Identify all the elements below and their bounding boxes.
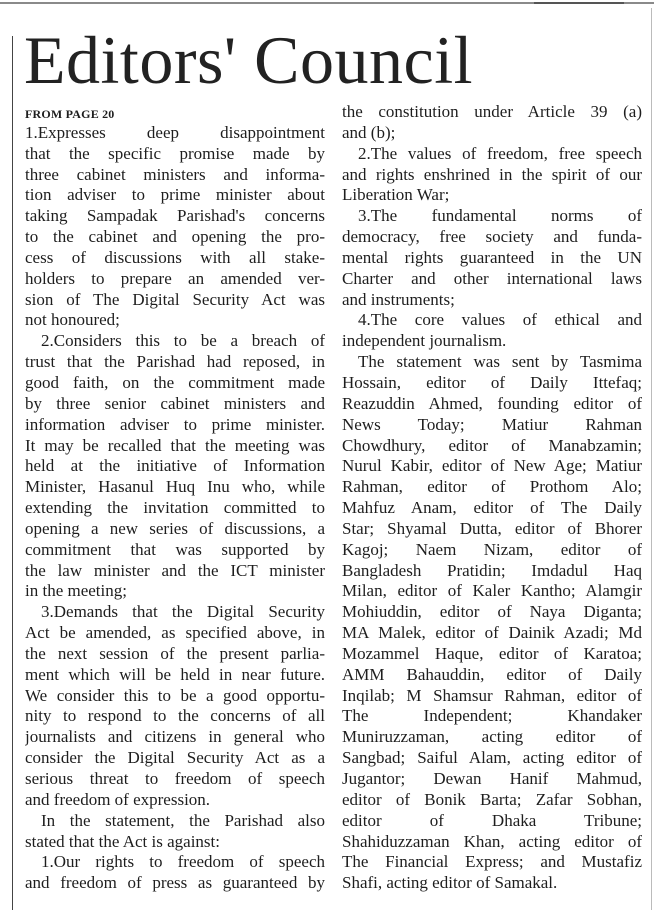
text-line: Shahiduzzaman Khan, acting editor of [342,831,642,851]
text-line: Mohiuddin, editor of Naya Diganta; [342,602,642,622]
text-line: The statement was sent by Tasmima [358,352,642,372]
text-line: ment which will be held in near future. [25,664,325,684]
text-line: Muniruzzaman, acting editor of [342,727,642,747]
text-line: 2.Considers this to be a breach of [41,331,325,351]
text-line: Bangladesh Pratidin; Imdadul Haq [342,560,642,580]
paragraph [25,331,325,602]
text-line: 3.The fundamental norms of [358,206,642,226]
text-line: good faith, on the commitment made [25,372,325,392]
paragraph [342,206,642,310]
text-line: The Independent; Khandaker [342,706,642,726]
continuation-kicker: FROM PAGE 20 [25,107,115,121]
text-line: Star; Shyamal Dutta, editor of Bhorer [342,518,642,538]
text-line: Nurul Kabir, editor of New Age; Matiur [342,456,642,476]
text-line: News Today; Matiur Rahman [342,414,642,434]
paragraph [342,310,642,352]
text-line: taking Sampadak Parishad's concerns [25,206,325,226]
text-line: Mahfuz Anam, editor of The Daily [342,498,642,518]
text-line: information adviser to prime minister. [25,414,325,434]
text-line: independent journalism. [342,331,507,351]
text-line: and freedom of expression. [25,789,211,809]
text-line: Jugantor; Dewan Hanif Mahmud, [342,769,642,788]
text-line: 2.The values of freedom, free speech [358,143,642,163]
paragraph [25,123,325,331]
text-line: Rahman, editor of Prothom Alo; [342,477,642,497]
text-line: commitment that was supported by [25,539,325,559]
text-line: by three senior cabinet ministers and [25,393,325,413]
headline: Editors' Council [24,22,474,98]
text-line: Chowdhury, editor of Manabzamin; [342,435,642,455]
text-line: MA Malek, editor of Dainik Azadi; Md [342,623,642,643]
text-line: mental rights guaranteed in the UN [342,247,642,267]
text-line: in the meeting; [25,581,127,601]
text-line: and instruments; [342,289,455,309]
left-column-body [25,123,325,894]
text-line: the law minister and the ICT minister [25,560,325,580]
cropped-header-fragment [534,0,624,4]
text-line: nity to respond to the concerns of all [25,706,325,726]
paragraph [25,852,325,894]
text-line: held at the initiative of Information [25,456,325,476]
text-line: The Financial Express; and Mustafiz [342,852,642,872]
text-line: not honoured; [25,310,120,330]
right-column [342,102,642,894]
text-line: Milan, editor of Kaler Kantho; Alamgir [342,581,642,601]
text-line: Kagoj; Naem Nizam, editor of [342,539,642,559]
text-line: journalists and citizens in general who [25,727,325,747]
text-line: editor of Dhaka Tribune; [342,810,642,830]
text-line: sion of The Digital Security Act was [25,289,325,309]
text-line: Hossain, editor of Daily Ittefaq; [342,372,642,392]
text-line: It may be recalled that the meeting was [25,435,325,455]
text-line: consider the Digital Security Act as a [25,748,325,768]
text-line: democracy, free society and funda- [342,227,642,247]
text-line: three cabinet ministers and informa- [25,164,325,184]
text-line: to the cabinet and opening the pro- [25,227,325,247]
text-line: the next session of the present parlia- [25,643,325,663]
page-edge [651,8,652,910]
text-line: tion adviser to prime minister about [25,185,325,205]
text-line: AMM Bahauddin, editor of Daily [342,664,642,684]
text-line: 3.Demands that the Digital Security [41,602,325,622]
text-line: Minister, Hasanul Huq Inu who, while [25,477,325,497]
paragraph [25,602,325,810]
text-line: serious threat to freedom of speech [25,769,325,788]
text-line: We consider this to be a good opportu- [25,685,325,705]
text-line: Shafi, acting editor of Samakal. [342,873,558,893]
text-line: holders to prepare an amended ver- [25,268,325,288]
text-line: 4.The core values of ethical and [358,310,642,330]
text-line: opening a new series of discussions, a [25,518,325,538]
text-line: and rights enshrined in the spirit of our [342,164,642,184]
paragraph [25,811,325,853]
text-line: Sangbad; Saiful Alam, acting editor of [342,748,642,768]
text-line: Charter and other international laws [342,268,642,288]
text-line: Reazuddin Ahmed, founding editor of [342,393,642,413]
text-line: Act be amended, as specified above, in [25,623,325,643]
paragraph [342,102,642,144]
text-line: and (b); [342,122,396,142]
text-line: trust that the Parishad had reposed, in [25,352,325,372]
paragraph [342,352,642,894]
text-line: stated that the Act is against: [25,831,220,851]
text-line: Liberation War; [342,185,450,205]
column-rule [12,36,13,910]
left-column [25,102,325,894]
text-line: 1.Our rights to freedom of speech [41,852,325,872]
text-line: 1.Expresses deep disappointment [25,122,325,142]
text-line: and freedom of press as guaranteed by [25,873,325,893]
text-line: that the specific promise made by [25,143,325,163]
text-line: Mozammel Haque, editor of Karatoa; [342,643,642,663]
text-line: the constitution under Article 39 (a) [342,102,642,121]
paragraph [342,144,642,207]
text-line: In the statement, the Parishad also [41,810,325,830]
text-line: editor of Bonik Barta; Zafar Sobhan, [342,789,642,809]
text-line: cess of discussions with all stake- [25,247,325,267]
text-line: extending the invitation committed to [25,498,325,518]
text-line: Inqilab; M Shamsur Rahman, editor of [342,685,642,705]
